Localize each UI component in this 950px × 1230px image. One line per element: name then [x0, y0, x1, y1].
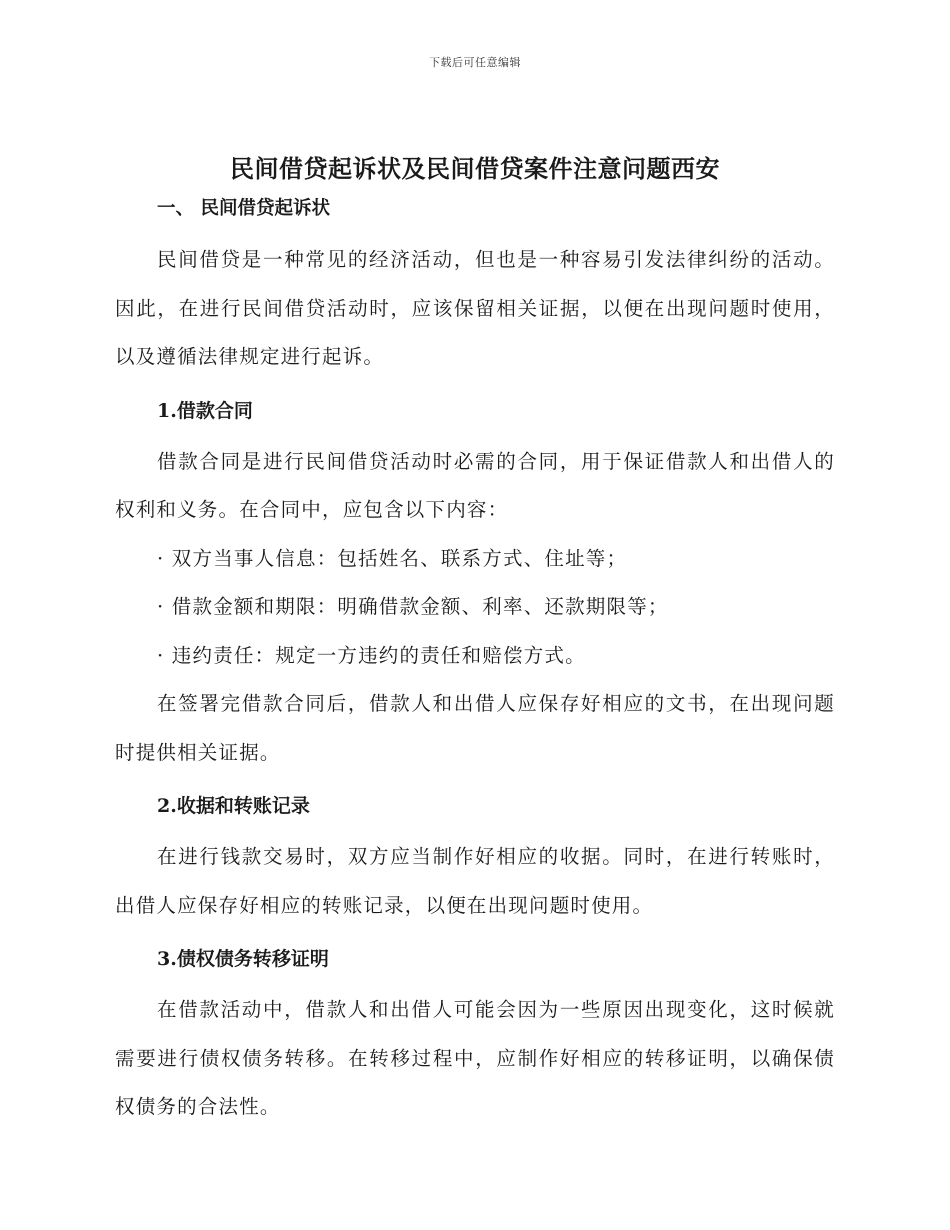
document-title: 民间借贷起诉状及民间借贷案件注意问题西安 [230, 155, 720, 183]
receipts-paragraph: 在进行钱款交易时，双方应当制作好相应的收据。同时，在进行转账时，出借人应保存好相应的转账记录，以便在出现问题时使用。 [115, 845, 835, 917]
debt-transfer-paragraph: 在借款活动中，借款人和出借人可能会因为一些原因出现变化，这时候就需要进行债权债务转移。在转移过程中，应制作好相应的转移证明，以确保债权债务的合法性。 [115, 998, 835, 1118]
subheading-loan-contract: 1.借款合同 [157, 399, 253, 422]
bullet-item: · 违约责任：规定一方违约的责任和赔偿方式。 [157, 643, 586, 667]
subheading-debt-transfer: 3.债权债务转移证明 [157, 948, 329, 970]
document-body [115, 150, 835, 1132]
page-header-note: 下载后可任意编辑 [429, 56, 521, 69]
section-heading: 一、 民间借贷起诉状 [157, 198, 330, 219]
section-intro-paragraph: 民间借贷是一种常见的经济活动，但也是一种容易引发法律纠纷的活动。因此，在进行民间借贷活动时，应该保留相关证据，以便在出现问题时使用，以及遵循法律规定进行起诉。 [115, 248, 835, 368]
bullet-item: · 双方当事人信息：包括姓名、联系方式、住址等； [157, 546, 628, 570]
bullet-item: · 借款金额和期限：明确借款金额、利率、还款期限等； [157, 595, 669, 618]
subheading-receipts: 2.收据和转账记录 [157, 795, 310, 817]
loan-contract-paragraph: 借款合同是进行民间借贷活动时必需的合同，用于保证借款人和出借人的权利和义务。在合同中，应包含以下内容： [115, 449, 835, 521]
loan-contract-closing-paragraph: 在签署完借款合同后，借款人和出借人应保存好相应的文书，在出现问题时提供相关证据。 [115, 692, 835, 764]
